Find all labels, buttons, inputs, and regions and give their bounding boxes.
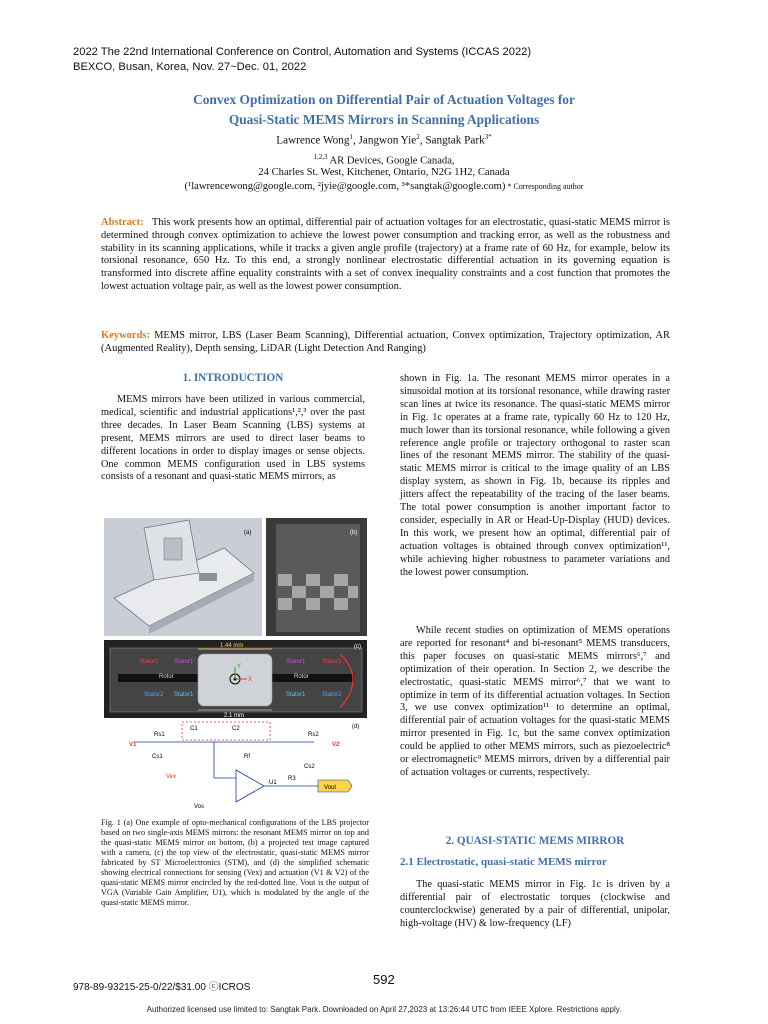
isbn-footer: 978-89-93215-25-0/22/$31.00 ⓒICROS bbox=[73, 982, 251, 993]
svg-text:Vex: Vex bbox=[166, 774, 177, 780]
abstract-label: Abstract: bbox=[101, 217, 144, 228]
svg-text:Stator2: Stator2 bbox=[322, 692, 342, 698]
figure-label-b: (b) bbox=[350, 530, 358, 536]
svg-text:Stator1: Stator1 bbox=[174, 692, 194, 698]
author-list: Lawrence Wong$^1$, Jangwon Yie$^2$, Sangtak Park$^{3*}$ bbox=[276, 133, 492, 147]
svg-text:V2: V2 bbox=[332, 742, 340, 748]
svg-text:Cs1: Cs1 bbox=[152, 754, 163, 760]
svg-text:2.1 mm: 2.1 mm bbox=[224, 713, 245, 719]
svg-text:Cs2: Cs2 bbox=[304, 764, 315, 770]
svg-text:Stator2: Stator2 bbox=[144, 692, 164, 698]
author-3: Sangtak Park bbox=[425, 134, 485, 147]
right-paragraph-2: While recent studies on optimization of MEMS operations are reported for resonant⁴ and bi-resonant⁵ MEMS transducers, this paper focuses on quasi-static MEMS mirrors⁶,⁷ and optimization of their operation. In Section 2, we describe the electrostatic, quasi-static MEMS mirror⁶,⁷ that we want to optimize in term of its differential actuation voltages. In Section 3, we use convex optimization¹¹ to determine an optimal, differential pair of actuation voltages for the quasi-static MEMS mirror presented in Fig. 1c, but the same convex optimization could be applied to other MEMS mirrors, such as piezoelectric⁸ or electromagnetic⁹ MEMS mirrors, driven by a differential pair of actuation voltages or currents, respectively. bbox=[400, 625, 670, 778]
svg-text:Rs2: Rs2 bbox=[308, 732, 319, 738]
svg-text:U1: U1 bbox=[269, 780, 277, 786]
intro-heading: 1. INTRODUCTION bbox=[182, 372, 284, 384]
svg-text:Y: Y bbox=[237, 664, 242, 670]
svg-text:Stator1: Stator1 bbox=[286, 659, 306, 665]
intro-paragraph-1: MEMS mirrors have been utilized in various commercial, medical, scientific and industrial applications¹,²,³ over the past three decades. In Laser Beam Scanning (LBS) systems at present, MEMS mirrors are used to direct laser beams to different locations in order to display images or sense objects. One common MEMS configuration used in LBS systems consists of a resonant and quasi-static MEMS mirrors, as bbox=[101, 394, 365, 483]
svg-text:Rs1: Rs1 bbox=[154, 732, 165, 738]
figure-label-c: (c) bbox=[354, 644, 361, 650]
figure-1d-panel bbox=[129, 722, 359, 810]
abstract-text: This work presents how an optimal, differential pair of actuation voltages for an electrostatic, quasi-static MEMS mirror is determined through convex optimization to achieve the lowest power consumption and tracking error, as well as the robustness and stability in its scanning applications, while it tracks a given angle profile (trajectory) at a frame rate of 60 Hz, for example, below its torsional resonance, 650 Hz. To this end, a strongly nonlinear electrostatic differential actuation in its governing equation is transformed into discrete affine equality constraints with a set of convex inequality constraints and a cost function that promotes the lowest actuation voltage pair, as well as the lowest power consumption. bbox=[101, 217, 671, 292]
conference-line-2: BEXCO, Busan, Korea, Nov. 27~Dec. 01, 2022 bbox=[73, 61, 307, 73]
paper-title-line-2: Quasi-Static MEMS Mirrors in Scanning Applications bbox=[228, 112, 540, 127]
keywords bbox=[101, 330, 670, 356]
keywords-label: Keywords: bbox=[101, 330, 150, 341]
paper-title-line-1: Convex Optimization on Differential Pair of Actuation Voltages for bbox=[193, 92, 575, 107]
svg-text:Rotor: Rotor bbox=[159, 674, 174, 680]
right-paragraph-1: shown in Fig. 1a. The resonant MEMS mirror operates in a sinusoidal motion at its torsional resonance, while drawing raster scan lines at twice its resonance. The quasi-static MEMS mirror in Fig. 1c operates at a frame rate, typically 60 Hz to 120 Hz, much lower than its torsional resonance, while following a given reference angle profile or trajectory orthogonal to raster scan lines of the resonant MEMS mirror. The stability of the quasi-static MEMS mirror is critical to the image quality of an LBS display system, as shown in Fig. 1b, because its ripples and jitters affect the repeatability of the tracing of the laser beams. The total power consumption is another important factor to consider, especially in AR or Head-Up-Display (HUD) devices. In this work, we present how an optimal, differential pair of actuation voltages is obtained through convex optimization¹¹, while achieving higher robustness to parameter variations and the lowest power consumption. bbox=[400, 373, 670, 578]
svg-text:Vout: Vout bbox=[324, 785, 337, 791]
svg-text:V1: V1 bbox=[129, 742, 137, 748]
affiliation-org: $^{1,2,3}$ AR Devices, Google Canada, bbox=[313, 153, 455, 167]
svg-text:C1: C1 bbox=[190, 726, 198, 732]
figure-label-a: (a) bbox=[244, 530, 252, 536]
license-notice: Authorized licensed use limited to: Sangtak Park. Downloaded on April 27,2023 at 13:26:44 UTC from IEEE Xplore. Restrictions apply. bbox=[146, 1005, 622, 1014]
conference-header bbox=[73, 45, 531, 75]
svg-text:C2: C2 bbox=[232, 726, 240, 732]
affiliation-emails: (¹lawrencewong@google.com, ²jyie@google.com, ³*sangtak@google.com) * Corresponding author bbox=[184, 181, 584, 192]
keywords-text: MEMS mirror, LBS (Laser Beam Scanning), Differential actuation, Convex optimization, Trajectory optimization, AR (Augmented Reality), Depth sensing, LiDAR (Light Detection And Ranging) bbox=[101, 330, 671, 354]
svg-text:R3: R3 bbox=[288, 776, 296, 782]
section-2-1-heading: 2.1 Electrostatic, quasi-static MEMS mirror bbox=[400, 856, 607, 868]
svg-text:Stator1: Stator1 bbox=[174, 659, 194, 665]
conference-line-1: 2022 The 22nd International Conference on Control, Automation and Systems (ICCAS 2022) bbox=[73, 46, 532, 58]
svg-text:Stator1: Stator1 bbox=[286, 692, 306, 698]
svg-text:Rf: Rf bbox=[244, 754, 250, 760]
svg-text:Stator2: Stator2 bbox=[322, 659, 342, 665]
section-2-1-paragraph-1: The quasi-static MEMS mirror in Fig. 1c is driven by a differential pair of electrostatic torques (clockwise and counterclockwise) generated by a pair of differential, unipolar, high-voltage (HV) & low-frequency (LF) bbox=[400, 879, 670, 929]
figure-1-caption: Fig. 1 (a) One example of opto-mechanical configurations of the LBS projector based on two single-axis MEMS mirrors: the resonant MEMS mirror on top and the quasi-static MEMS mirror on bottom, (b) a projected test image captured with a camera, (c) the top view of the electrostatic, quasi-static MEMS mirror fabricated by ST Microelectronics (STM), and (d) the simplified schematic showing electrical connections for sensing (Vex) and actuation (V1 & V2) of the quasi-static MEMS mirror encircled by the red-dotted line. Vout is the output of VGA (Variable Gain Amplifier, U1), which is modulated by the angle of the quasi-static MEMS mirror. bbox=[101, 818, 369, 907]
abstract bbox=[101, 217, 670, 294]
page-number: 592 bbox=[373, 972, 395, 987]
svg-text:X: X bbox=[248, 677, 253, 683]
section-2-heading: 2. QUASI-STATIC MEMS MIRROR bbox=[445, 835, 625, 847]
svg-text:Stator2: Stator2 bbox=[139, 659, 159, 665]
svg-text:Vos: Vos bbox=[194, 804, 205, 810]
affiliation-address: 24 Charles St. West, Kitchener, Ontario, N2G 1H2, Canada bbox=[258, 167, 510, 178]
svg-text:Rotor: Rotor bbox=[294, 674, 309, 680]
author-2: Jangwon Yie bbox=[358, 134, 417, 147]
author-1: Lawrence Wong bbox=[276, 134, 350, 147]
figure-1-image bbox=[104, 518, 367, 814]
figure-label-d: (d) bbox=[352, 724, 360, 730]
svg-text:1.44 mm: 1.44 mm bbox=[220, 643, 244, 649]
